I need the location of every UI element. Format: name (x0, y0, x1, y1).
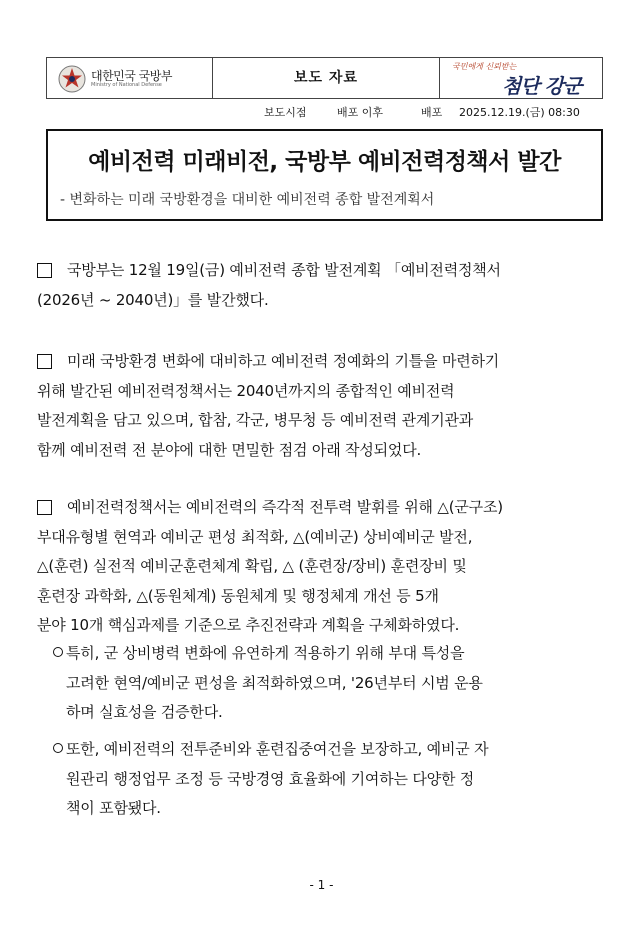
page-number: - 1 - (309, 878, 334, 892)
press-release-label: 보도 자료 (294, 70, 358, 86)
paragraph-line: 국방부는 12월 19일(금) 예비전력 종합 발전계획 「예비전력정책서 (67, 261, 501, 279)
paragraph-line: 분야 10개 핵심과제를 기준으로 추진전략과 계획을 구체화하였다. (37, 616, 460, 634)
page-title: 예비전력 미래비전, 국방부 예비전력정책서 발간 (88, 149, 561, 175)
paragraph-line: 미래 국방환경 변화에 대비하고 예비전력 정예화의 기틀을 마련하기 (67, 352, 500, 370)
release-date-value: 2025.12.19.(금) 08:30 (459, 106, 580, 119)
paragraph-line: 위해 발간된 예비전력정책서는 2040년까지의 종합적인 예비전력 (37, 381, 455, 400)
ministry-name: 대한민국 국방부 (91, 69, 172, 83)
slogan-logo (452, 61, 597, 98)
paragraph-line: 책이 포함됐다. (66, 799, 161, 817)
paragraph-line: 함께 예비전력 전 분야에 대한 면밀한 점검 아래 작성되었다. (37, 440, 422, 459)
release-date-label: 배포 (421, 106, 443, 119)
page-subtitle: - 변화하는 미래 국방환경을 대비한 예비전력 종합 발전계획서 (60, 192, 435, 208)
release-time-value: 배포 이후 (337, 106, 384, 119)
press-header (46, 57, 603, 99)
header-divider (439, 58, 440, 98)
circle-bullet-icon (53, 743, 63, 753)
paragraph (37, 256, 607, 315)
paragraph-line: 원관리 행정업무 조정 등 국방경영 효율화에 기여하는 다양한 정 (66, 769, 475, 788)
paragraph-line: 훈련장 과학화, △(동원체계) 동원체계 및 행정체계 개선 등 5개 (37, 586, 439, 605)
paragraph-line: 하며 실효성을 검증한다. (66, 703, 223, 721)
paragraph-line: (2026년 ~ 2040년)」를 발간했다. (37, 290, 269, 309)
paragraph-line: 특히, 군 상비병력 변화에 유연하게 적용하기 위해 부대 특성을 (66, 644, 465, 662)
paragraph-line: 고려한 현역/예비군 편성을 최적화하였으며, '26년부터 시범 운용 (66, 673, 483, 692)
release-time-label: 보도시점 (264, 106, 307, 119)
ministry-sub: Ministry of National Defense (91, 82, 162, 88)
paragraph (37, 493, 607, 641)
slogan-big: 첨단 강군 (502, 74, 582, 98)
paragraph-line: 또한, 예비전력의 전투준비와 훈련집중여건을 보장하고, 예비군 자 (66, 740, 489, 758)
slogan-small: 국민에게 신뢰받는 (452, 62, 517, 71)
paragraph (37, 347, 607, 465)
circle-bullet-icon (53, 647, 63, 657)
sub-paragraph (66, 735, 606, 824)
ministry-emblem-icon (57, 64, 87, 94)
paragraph-line: 발전계획을 담고 있으며, 합참, 각군, 병무청 등 예비전력 관계기관과 (37, 411, 474, 429)
paragraph-line: 예비전력정책서는 예비전력의 즉각적 전투력 발휘를 위해 △(군구조) (67, 498, 503, 516)
paragraph-line: △(훈련) 실전적 예비군훈련체계 확립, △ (훈련장/장비) 훈련장비 및 (37, 557, 467, 575)
title-box (46, 129, 603, 221)
paragraph-line: 부대유형별 현역과 예비군 편성 최적화, △(예비군) 상비예비군 발전, (37, 527, 473, 546)
sub-paragraph (66, 639, 606, 728)
